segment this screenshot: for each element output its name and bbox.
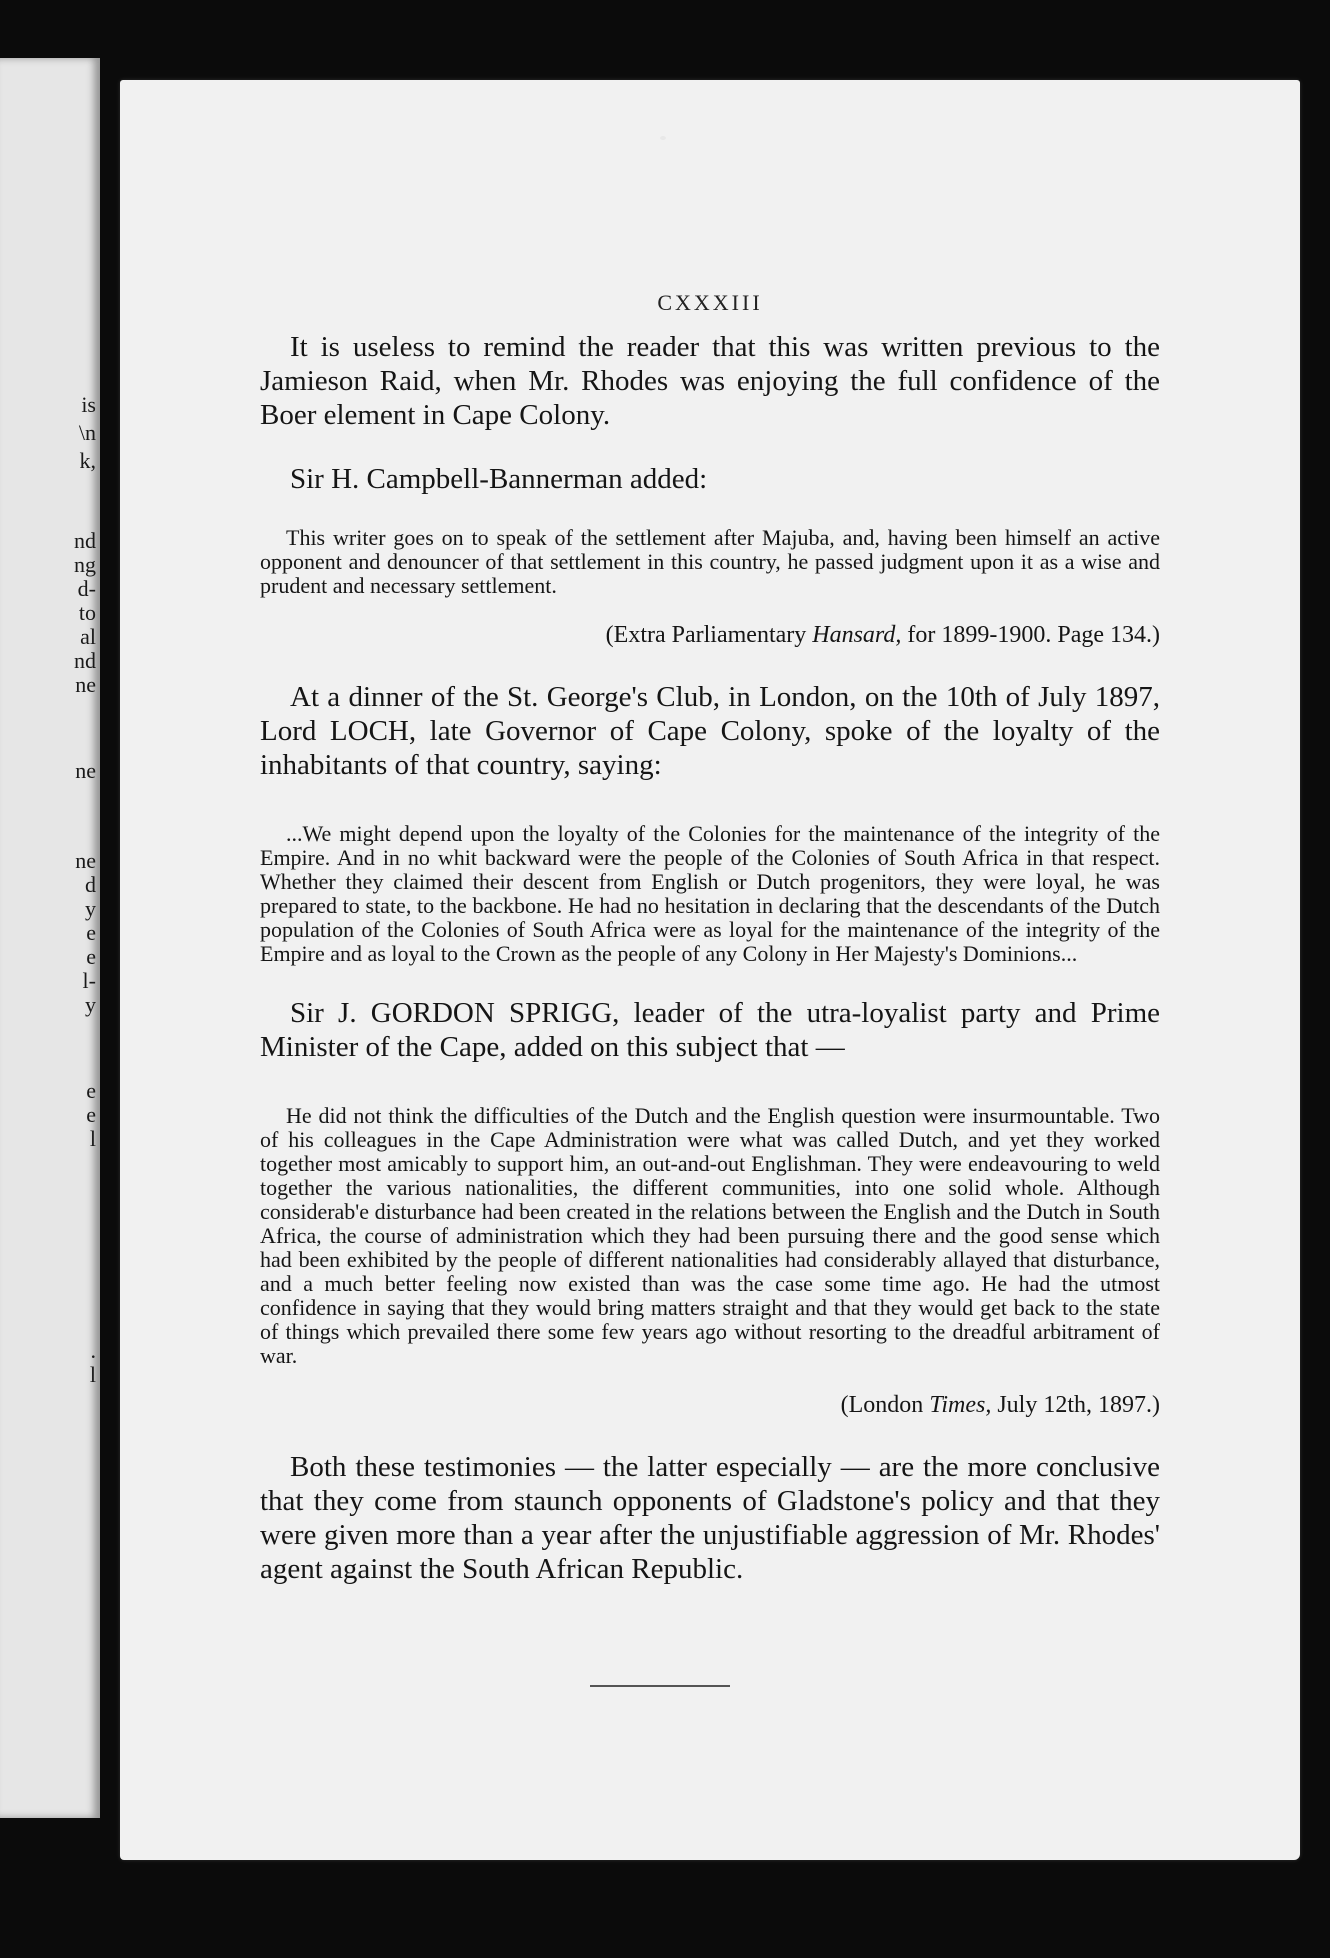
adjacent-text-fragment: e (86, 944, 96, 969)
adjacent-text-fragment: e (86, 920, 96, 945)
adjacent-text-fragment: ne (75, 758, 96, 783)
adjacent-text-fragment: al (80, 624, 96, 649)
block-quote: He did not think the difficulties of the Dutch and the English question were insurmountable. Two of his colleagues in the Cape Administration were what was called Dutch, and yet they worked together most amicably to support him, an out-and-out Englishman. They were endeavouring to weld together the various nationalities, the different communities, into one solid whole. Although considerab'e disturbance had been created in the relations between the English and the Dutch in South Africa, the course of administration which they had been pursuing there and the good sense which had been exhibited by the people of different nationalities had considerably allayed that disturbance, and a much better feeling now existed than was the case some time ago. He had the utmost confidence in saying that they would bring matters straight and that they would get back to the state of things which prevailed there some few years ago without resorting to the dreadful arbitrament of war. (260, 1103, 1160, 1368)
citation-source: Times, (929, 1392, 992, 1418)
citation (260, 620, 1160, 650)
adjacent-text-fragment: y (85, 896, 96, 921)
paper-speck (660, 136, 666, 140)
page-content (260, 330, 1160, 1586)
end-rule (590, 1685, 730, 1687)
paragraph: At a dinner of the St. George's Club, in London, on the 10th of July 1897, Lord LOCH, late Governor of Cape Colony, spoke of the loyalty of the inhabitants of that country, saying: (260, 681, 1160, 781)
paragraph: Sir J. GORDON SPRIGG, leader of the utra-loyalist party and Prime Minister of the Cape, added on this subject that — (260, 997, 1160, 1063)
citation-prefix: (London (840, 1392, 930, 1418)
adjacent-text-fragment: ng (74, 552, 96, 577)
adjacent-text-fragment: l- (82, 968, 96, 993)
paragraph: Both these testimonies — the latter especially — are the more conclusive that they come from staunch opponents of Gladstone's policy and that they were given more than a year after the unjustifiable aggression of Mr. Rhodes' agent against the South African Republic. (260, 1451, 1160, 1585)
block-quote: This writer goes on to speak of the settlement after Majuba, and, having been himself an active opponent and denouncer of that settlement in this country, he passed judgment upon it as a wise and prudent and necessary settlement. (260, 525, 1160, 598)
block-quote: ...We might depend upon the loyalty of the Colonies for the maintenance of the integrity of the Empire. And in no whit backward were the people of the Colonies of South Africa in that respect. Whether they claimed their descent from English or Dutch progenitors, they were loyal, he was prepared to state, to the backbone. He had no hesitation in declaring that the descendants of the Dutch population of the Colonies of South Africa were as loyal for the maintenance of the integrity of the Empire and as loyal to the Crown as the people of any Colony in Her Majesty's Dominions... (260, 821, 1160, 966)
adjacent-text-fragment: e (86, 1078, 96, 1103)
quote-intro: Sir H. Campbell-Bannerman added: (290, 463, 708, 495)
adjacent-text-fragment: e (86, 1102, 96, 1127)
adjacent-text-fragment: ne (75, 672, 96, 697)
page-number: CXXXIII (657, 290, 763, 315)
citation-source: Hansard, (812, 622, 902, 648)
adjacent-text-fragment: nd (74, 648, 96, 673)
adjacent-text-fragment: k, (79, 448, 96, 473)
adjacent-text-fragment: is (81, 392, 96, 417)
adjacent-text-fragment: d- (77, 576, 96, 601)
adjacent-text-fragment: d (85, 872, 96, 897)
adjacent-text-fragment: \n (78, 420, 96, 445)
adjacent-text-fragment: . (90, 1338, 96, 1363)
citation-suffix: July 12th, 1897.) (991, 1392, 1160, 1418)
adjacent-text-fragment: l (89, 1362, 96, 1387)
adjacent-text-fragment: to (78, 600, 96, 625)
adjacent-page-edge (0, 58, 100, 1818)
citation (260, 1390, 1160, 1420)
adjacent-text-fragment: nd (74, 528, 96, 553)
adjacent-text-fragment: l (89, 1126, 96, 1151)
adjacent-text-fragment: y (85, 992, 96, 1017)
paragraph: It is useless to remind the reader that this was written previous to the Jamieson Raid, when Mr. Rhodes was enjoying the full confidence of the Boer element in Cape Colony. (260, 331, 1160, 431)
citation-prefix: (Extra Parliamentary (605, 622, 813, 648)
adjacent-text-fragment: ne (75, 848, 96, 873)
citation-suffix: for 1899-1900. Page 134.) (901, 622, 1160, 648)
book-page (120, 80, 1300, 1860)
